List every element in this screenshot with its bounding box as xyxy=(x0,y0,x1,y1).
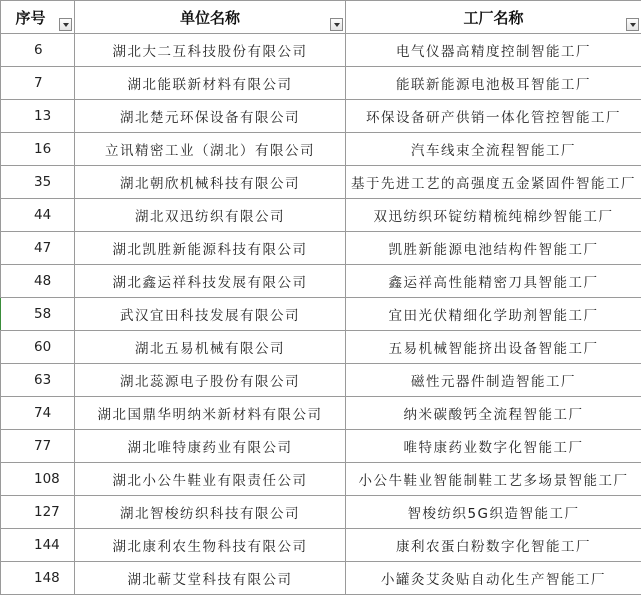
cell-company[interactable]: 湖北智梭纺织科技有限公司 xyxy=(75,496,346,529)
cell-factory[interactable]: 磁性元器件制造智能工厂 xyxy=(346,364,641,397)
filter-dropdown-company-icon[interactable] xyxy=(330,18,343,31)
table-row xyxy=(1,562,641,595)
cell-index[interactable]: 108 xyxy=(1,463,75,496)
table-row xyxy=(1,496,641,529)
cell-company[interactable]: 湖北鑫运祥科技发展有限公司 xyxy=(75,265,346,298)
cell-company[interactable]: 湖北凯胜新能源科技有限公司 xyxy=(75,232,346,265)
cell-factory[interactable]: 环保设备研产供销一体化管控智能工厂 xyxy=(346,100,641,133)
cell-factory[interactable]: 汽车线束全流程智能工厂 xyxy=(346,133,641,166)
table-body xyxy=(1,34,641,595)
cell-factory[interactable]: 康利农蛋白粉数字化智能工厂 xyxy=(346,529,641,562)
cell-index[interactable]: 127 xyxy=(1,496,75,529)
header-factory xyxy=(346,1,641,34)
cell-index[interactable]: 16 xyxy=(1,133,75,166)
cell-index[interactable]: 63 xyxy=(1,364,75,397)
cell-company[interactable]: 湖北唯特康药业有限公司 xyxy=(75,430,346,463)
filter-dropdown-index-icon[interactable] xyxy=(59,18,72,31)
table-row xyxy=(1,133,641,166)
cell-company[interactable]: 湖北双迅纺织有限公司 xyxy=(75,199,346,232)
cell-company[interactable]: 湖北能联新材料有限公司 xyxy=(75,67,346,100)
cell-company[interactable]: 湖北蕲艾堂科技有限公司 xyxy=(75,562,346,595)
table-row xyxy=(1,34,641,67)
cell-company[interactable]: 湖北大二互科技股份有限公司 xyxy=(75,34,346,67)
table-row xyxy=(1,463,641,496)
cell-company[interactable]: 湖北康利农生物科技有限公司 xyxy=(75,529,346,562)
cell-index[interactable]: 35 xyxy=(1,166,75,199)
cell-factory[interactable]: 凯胜新能源电池结构件智能工厂 xyxy=(346,232,641,265)
cell-index[interactable]: 47 xyxy=(1,232,75,265)
cell-index[interactable]: 7 xyxy=(1,67,75,100)
cell-factory[interactable]: 电气仪器高精度控制智能工厂 xyxy=(346,34,641,67)
cell-index[interactable]: 77 xyxy=(1,430,75,463)
cell-index[interactable]: 6 xyxy=(1,34,75,67)
cell-factory[interactable]: 唯特康药业数字化智能工厂 xyxy=(346,430,641,463)
cell-index[interactable]: 148 xyxy=(1,562,75,595)
table-row xyxy=(1,67,641,100)
cell-factory[interactable]: 智梭纺织5G织造智能工厂 xyxy=(346,496,641,529)
table-row xyxy=(1,331,641,364)
cell-factory[interactable]: 纳米碳酸钙全流程智能工厂 xyxy=(346,397,641,430)
cell-index[interactable]: 60 xyxy=(1,331,75,364)
cell-company[interactable]: 湖北蕊源电子股份有限公司 xyxy=(75,364,346,397)
cell-company[interactable]: 湖北楚元环保设备有限公司 xyxy=(75,100,346,133)
table-row xyxy=(1,199,641,232)
cell-factory[interactable]: 小公牛鞋业智能制鞋工艺多场景智能工厂 xyxy=(346,463,641,496)
table-row xyxy=(1,100,641,133)
cell-factory[interactable]: 鑫运祥高性能精密刀具智能工厂 xyxy=(346,265,641,298)
table-row xyxy=(1,232,641,265)
table-row xyxy=(1,364,641,397)
cell-index[interactable]: 48 xyxy=(1,265,75,298)
cell-factory[interactable]: 宜田光伏精细化学助剂智能工厂 xyxy=(346,298,641,331)
header-row xyxy=(1,1,641,34)
table-row xyxy=(1,430,641,463)
cell-company[interactable]: 立讯精密工业（湖北）有限公司 xyxy=(75,133,346,166)
table-row xyxy=(1,397,641,430)
cell-company[interactable]: 湖北小公牛鞋业有限责任公司 xyxy=(75,463,346,496)
cell-index[interactable]: 144 xyxy=(1,529,75,562)
cell-factory[interactable]: 能联新能源电池极耳智能工厂 xyxy=(346,67,641,100)
table-row xyxy=(1,265,641,298)
cell-company[interactable]: 武汉宜田科技发展有限公司 xyxy=(75,298,346,331)
header-index-label: 序号 xyxy=(15,8,46,27)
header-index xyxy=(1,1,75,34)
cell-index[interactable]: 13 xyxy=(1,100,75,133)
header-company-label: 单位名称 xyxy=(179,8,240,27)
cell-factory[interactable]: 基于先进工艺的高强度五金紧固件智能工厂 xyxy=(346,166,641,199)
header-factory-label: 工厂名称 xyxy=(463,8,524,27)
table-row xyxy=(1,298,641,331)
header-company xyxy=(75,1,346,34)
table-row xyxy=(1,529,641,562)
table-row xyxy=(1,166,641,199)
cell-index[interactable]: 44 xyxy=(1,199,75,232)
cell-company[interactable]: 湖北朝欣机械科技有限公司 xyxy=(75,166,346,199)
cell-factory[interactable]: 小罐灸艾灸贴自动化生产智能工厂 xyxy=(346,562,641,595)
cell-index[interactable]: 58 xyxy=(1,298,75,331)
filter-dropdown-factory-icon[interactable] xyxy=(626,18,639,31)
cell-company[interactable]: 湖北国鼎华明纳米新材料有限公司 xyxy=(75,397,346,430)
cell-company[interactable]: 湖北五易机械有限公司 xyxy=(75,331,346,364)
cell-factory[interactable]: 五易机械智能挤出设备智能工厂 xyxy=(346,331,641,364)
cell-index[interactable]: 74 xyxy=(1,397,75,430)
cell-factory[interactable]: 双迅纺织环锭纺精梳纯棉纱智能工厂 xyxy=(346,199,641,232)
